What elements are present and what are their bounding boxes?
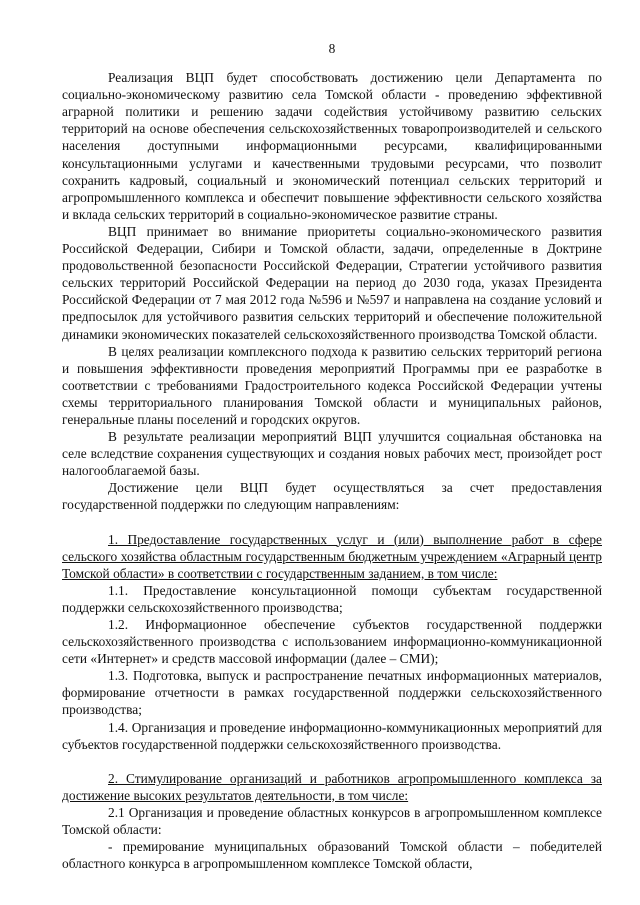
section-2-item: - премирование муниципальных образований Томской области – победителей областного конкурса в агропромышленном комплексе Томской области, [62,839,602,872]
paragraph-complex-approach: В целях реализации комплексного подхода к развитию сельских территорий региона и повышения эффективности проведения мероприятий Программы при ее разработке в соответствии с требованиями Градостроительного кодекса Российской Федерации учтены схемы территориального планирования Томской области и муниципальных районов, генеральные планы поселений и городских округов. [62,343,602,427]
page-number: 8 [328,41,336,56]
section-1-item: 1.3. Подготовка, выпуск и распространение печатных информационных материалов, формирование отчетности в рамках государственной поддержки сельскохозяйственного производства; [62,668,602,718]
paragraph-priorities: ВЦП принимает во внимание приоритеты социально-экономического развития Российской Федерации, Сибири и Томской области, задачи, определенные в Доктрине продовольственной безопасности Российской Федерации, Стратегии устойчивого развития сельских территорий Российской Федерации на период до 2030 года, указах Президента Российской Федерации от 7 мая 2012 года №596 и №597 и направлена на создание условий и предпосылок для устойчивого развития сельских территорий и обеспечение положительной динамики экономических показателей сельскохозяйственного производства Томской области. [62,223,602,342]
paragraph-goal: Реализация ВЦП будет способствовать достижению цели Департамента по социально-экономическому развитию села Томской области - проведению эффективной аграрной политики и решению задачи содействия устойчивому развитию сельских территорий на основе обеспечения сельскохозяйственных товаропроизводителей и сельского населения доступными информационными ресурсами, квалифицированными консультационными услугами и качественными трудовыми ресурсами, что позволит сохранить кадровый, социальный и экономический потенциал сельских территорий и агропромышленного комплекса и обеспечит повышение эффективности сельского хозяйства и вклада сельских территорий в социально-экономическое развитие страны. [62,70,602,222]
section-1-item: 1.2. Информационное обеспечение субъектов государственной поддержки сельскохозяйственного производства с использованием информационно-коммуникационной сети «Интернет» и средств массовой информации (далее – СМИ); [62,617,602,667]
paragraph-directions: Достижение цели ВЦП будет осуществляться за счет предоставления государственной поддержки по следующим направлениям: [62,480,602,513]
section-1-item: 1.1. Предоставление консультационной помощи субъектам государственной поддержки сельскохозяйственного производства; [62,582,602,615]
paragraph-results: В результате реализации мероприятий ВЦП улучшится социальная обстановка на селе вследствие сохранения существующих и создания новых рабочих мест, произойдет рост налогооблагаемой базы. [62,429,602,479]
section-1-item: 1.4. Организация и проведение информационно-коммуникационных мероприятий для субъектов государственной поддержки сельскохозяйственного производства. [62,719,602,752]
spacer [62,514,602,531]
section-1-heading: 1. Предоставление государственных услуг и (или) выполнение работ в сфере сельского хозяйства областным государственным бюджетным учреждением «Аграрный центр Томской области» в соответствии с государственным заданием, в том числе: [62,531,602,581]
spacer [62,753,602,770]
section-2-item: 2.1 Организация и проведение областных конкурсов в агропромышленном комплексе Томской области: [62,804,602,838]
section-2-heading: 2. Стимулирование организаций и работников агропромышленного комплекса за достижение высоких результатов деятельности, в том числе: [62,770,602,803]
